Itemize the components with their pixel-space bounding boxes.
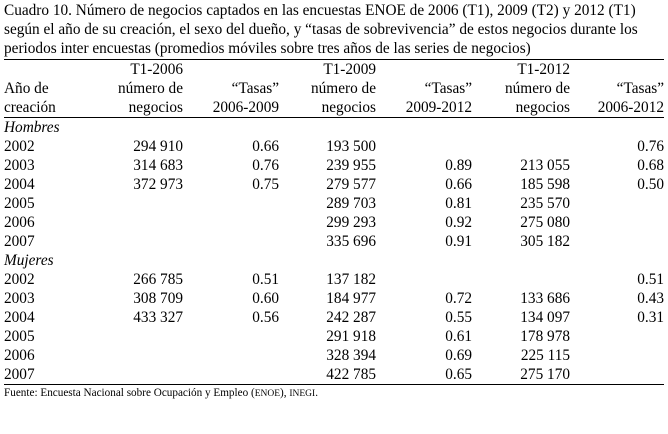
value-cell (570, 213, 664, 232)
table-row (4, 232, 664, 251)
value-cell: 0.43 (637, 290, 664, 307)
value-cell: 279 577 (326, 176, 376, 193)
group-label: Hombres (4, 119, 60, 136)
value-cell: 328 394 (326, 347, 376, 364)
value-cell: 0.50 (637, 176, 664, 193)
year-cell: 2003 (4, 157, 35, 174)
year-cell: 2007 (4, 365, 84, 385)
value-cell: 137 182 (326, 271, 376, 288)
value-cell (570, 346, 664, 365)
value-cell (84, 346, 183, 365)
value-cell: 134 097 (520, 309, 570, 326)
value-cell (183, 365, 279, 385)
table-body (4, 118, 664, 385)
table-row (4, 327, 664, 346)
header-cell (183, 60, 279, 80)
year-cell: 2005 (4, 328, 35, 345)
value-cell: 0.75 (252, 176, 279, 193)
value-cell (570, 232, 664, 251)
year-cell: 2003 (4, 290, 35, 307)
value-cell: 0.81 (445, 195, 472, 212)
value-cell: 0.66 (252, 138, 279, 155)
value-cell: 0.65 (376, 365, 472, 385)
source-suffix: . (315, 387, 319, 399)
table-caption: Cuadro 10. Número de negocios captados en las encuestas ENOE de 2006 (T1), 2009 (T2) y 2012 (T1) según el año de su creación, el sexo del dueño, y “tasas de sobrevivencia” de estos negocios durante los periodos inter encuestas (promedios móviles sobre tres años de las series de negocios) (4, 2, 638, 57)
group-row (4, 251, 664, 270)
value-cell: 372 973 (133, 176, 183, 193)
value-cell: 0.56 (252, 309, 279, 326)
value-cell: 0.72 (445, 290, 472, 307)
header-cell: número de (505, 80, 570, 97)
header-cell: negocios (279, 98, 376, 118)
value-cell: 0.31 (637, 309, 664, 326)
header-cell: negocios (84, 98, 183, 118)
header-cell: “Tasas” (231, 80, 279, 97)
year-cell: 2007 (4, 233, 35, 250)
header-cell: T1-2006 (84, 60, 183, 80)
value-cell: 242 287 (326, 309, 376, 326)
value-cell: 225 115 (520, 347, 570, 364)
header-cell (376, 60, 472, 80)
header-cell: T1-2009 (279, 60, 376, 80)
header-cell: “Tasas” (424, 80, 472, 97)
header-cell (4, 60, 84, 80)
header-cell: Año de (4, 80, 49, 97)
value-cell: 0.60 (252, 290, 279, 307)
value-cell (376, 270, 472, 289)
year-cell: 2006 (4, 347, 35, 364)
value-cell (84, 213, 183, 232)
value-cell: 308 709 (133, 290, 183, 307)
value-cell (183, 213, 279, 232)
value-cell: 305 182 (520, 233, 570, 250)
value-cell: 314 683 (133, 157, 183, 174)
table-row (4, 156, 664, 175)
source-note (4, 386, 664, 401)
year-cell: 2004 (4, 309, 35, 326)
value-cell: 178 978 (520, 328, 570, 345)
value-cell: 275 080 (520, 214, 570, 231)
table-row (4, 213, 664, 232)
value-cell: 184 977 (326, 290, 376, 307)
header-cell: negocios (472, 98, 570, 118)
value-cell (84, 327, 183, 346)
year-cell: 2004 (4, 176, 35, 193)
value-cell: 0.61 (445, 328, 472, 345)
value-cell (183, 346, 279, 365)
header-cell: 2009-2012 (376, 98, 472, 118)
source-middle: ), (280, 387, 290, 399)
value-cell: 266 785 (133, 271, 183, 288)
table-row (4, 175, 664, 194)
header-cell: creación (4, 98, 84, 118)
value-cell: 289 703 (326, 195, 376, 212)
value-cell: 0.91 (445, 233, 472, 250)
header-row-2 (4, 79, 664, 98)
value-cell (570, 365, 664, 385)
value-cell: 0.51 (252, 271, 279, 288)
value-cell: 422 785 (279, 365, 376, 385)
value-cell: 213 055 (520, 157, 570, 174)
header-cell (570, 60, 664, 80)
value-cell: 0.69 (445, 347, 472, 364)
value-cell (472, 137, 570, 156)
value-cell (472, 270, 570, 289)
value-cell: 299 293 (326, 214, 376, 231)
year-cell: 2002 (4, 271, 35, 288)
table-row (4, 365, 664, 385)
value-cell (183, 327, 279, 346)
year-cell: 2002 (4, 138, 35, 155)
value-cell: 335 696 (326, 233, 376, 250)
value-cell: 235 570 (520, 195, 570, 212)
group-row (4, 118, 664, 138)
value-cell: 275 170 (472, 365, 570, 385)
header-cell: “Tasas” (616, 80, 664, 97)
year-cell: 2005 (4, 195, 35, 212)
value-cell: 0.89 (445, 157, 472, 174)
value-cell (84, 232, 183, 251)
value-cell (84, 365, 183, 385)
table-row (4, 346, 664, 365)
table-row (4, 194, 664, 213)
value-cell: 0.68 (637, 157, 664, 174)
header-cell: 2006-2012 (570, 98, 664, 118)
source-prefix: Fuente: Encuesta Nacional sobre Ocupación y Empleo ( (4, 387, 255, 399)
header-cell: 2006-2009 (183, 98, 279, 118)
value-cell: 133 686 (520, 290, 570, 307)
table-row (4, 137, 664, 156)
value-cell: 185 598 (520, 176, 570, 193)
value-cell: 291 918 (326, 328, 376, 345)
header-row-1 (4, 60, 664, 80)
value-cell: 0.55 (445, 309, 472, 326)
value-cell (183, 232, 279, 251)
value-cell: 0.76 (252, 157, 279, 174)
value-cell: 294 910 (133, 138, 183, 155)
value-cell: 0.76 (637, 138, 664, 155)
table-row (4, 308, 664, 327)
value-cell (84, 194, 183, 213)
value-cell: 0.66 (445, 176, 472, 193)
year-cell: 2006 (4, 214, 35, 231)
value-cell: 0.51 (637, 271, 664, 288)
data-table (4, 59, 664, 385)
value-cell (376, 137, 472, 156)
source-acronym: ENOE (254, 389, 281, 399)
table-header (4, 60, 664, 118)
value-cell (183, 194, 279, 213)
source-org: INEGI (289, 389, 316, 399)
table-row (4, 289, 664, 308)
table-row (4, 270, 664, 289)
header-row-3 (4, 98, 664, 118)
group-label: Mujeres (4, 252, 54, 269)
header-cell: número de (311, 80, 376, 97)
value-cell (570, 194, 664, 213)
value-cell: 0.92 (445, 214, 472, 231)
value-cell (570, 327, 664, 346)
value-cell: 239 955 (326, 157, 376, 174)
value-cell: 433 327 (133, 309, 183, 326)
header-cell: T1-2012 (472, 60, 570, 80)
header-cell: número de (118, 80, 183, 97)
value-cell: 193 500 (326, 138, 376, 155)
